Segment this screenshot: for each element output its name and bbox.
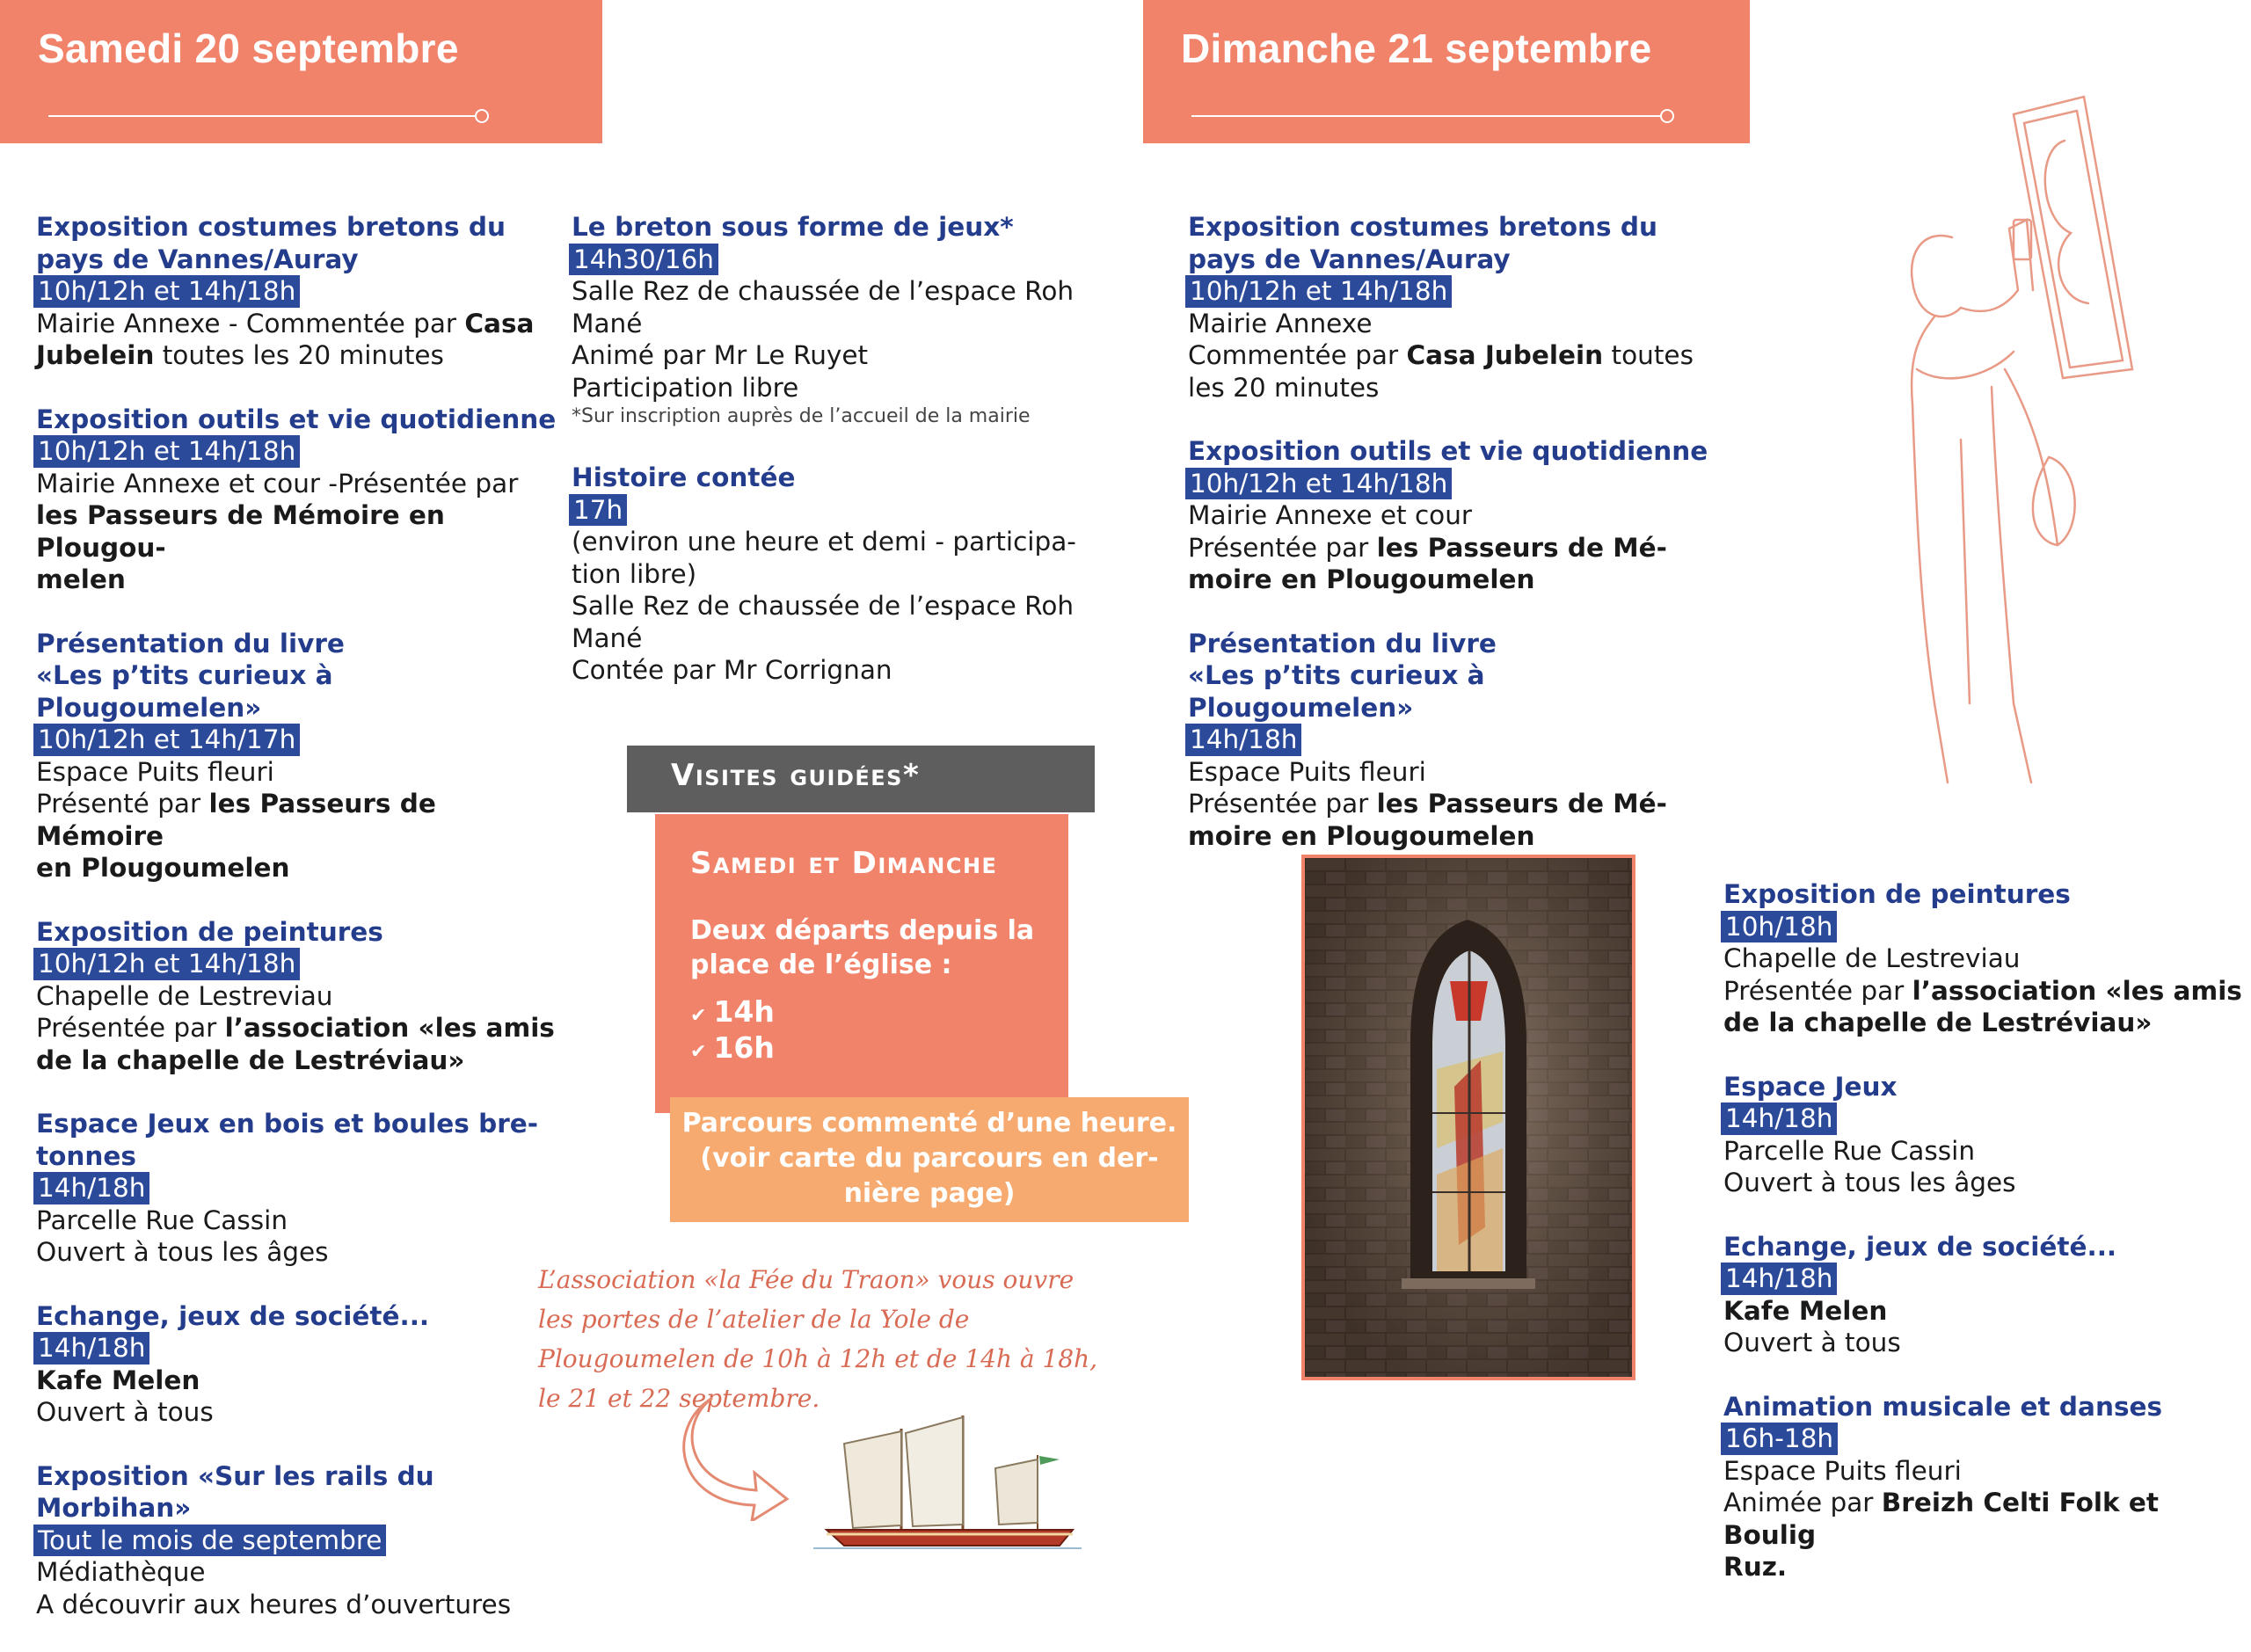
stained-glass-photo bbox=[1301, 855, 1635, 1380]
event-title: Exposition costumes bretons du bbox=[1188, 212, 1657, 242]
event-detail bbox=[1723, 1487, 2251, 1551]
event-detail bbox=[572, 339, 1099, 372]
event-detail bbox=[36, 1556, 564, 1589]
event-block bbox=[1723, 878, 2251, 1039]
event-detail-text: toutes bbox=[1603, 340, 1694, 370]
event-detail bbox=[1188, 788, 1716, 820]
event-detail bbox=[1188, 339, 1716, 372]
event-detail bbox=[36, 1012, 564, 1044]
event-detail-bold: Jubelein bbox=[36, 340, 155, 370]
visites-guidees-title: Visites guidées* bbox=[671, 758, 921, 793]
event-time: 14h/18h bbox=[33, 1332, 149, 1365]
visites-guidees-box bbox=[655, 814, 1068, 1113]
check-icon: ✔ bbox=[690, 1005, 707, 1027]
event-detail bbox=[572, 308, 1099, 340]
event-detail bbox=[1723, 1135, 2251, 1168]
event-detail-bold: les Passeurs de Mémoire en Plougou- bbox=[36, 500, 445, 563]
event-title: Animation musicale et danses bbox=[1723, 1391, 2163, 1422]
event-time: 14h/18h bbox=[1721, 1263, 1837, 1295]
visites-hour-item bbox=[690, 1030, 775, 1065]
event-detail-text: Parcelle Rue Cassin bbox=[36, 1204, 288, 1235]
header-sunday bbox=[1143, 0, 1750, 143]
header-rule bbox=[1191, 115, 1663, 117]
event-detail-text: Mané bbox=[572, 308, 643, 338]
event-detail-text: Présentée par bbox=[1188, 789, 1377, 819]
event-detail-text: Contée par Mr Corrignan bbox=[572, 655, 892, 685]
event-time: 10h/12h et 14h/18h bbox=[33, 948, 300, 980]
parcours-text: Parcours commenté d’une heure. (voir carte du parcours en der- nière page) bbox=[681, 1108, 1177, 1209]
event-block bbox=[36, 628, 564, 884]
event-detail bbox=[1723, 1327, 2251, 1359]
event-detail-text: Commentée par bbox=[1188, 340, 1407, 370]
event-detail bbox=[1188, 308, 1716, 340]
event-detail bbox=[36, 788, 564, 852]
visites-guidees-header bbox=[627, 746, 1095, 812]
event-detail-text: Mané bbox=[572, 622, 643, 653]
header-dot bbox=[1660, 109, 1674, 123]
event-detail bbox=[36, 1365, 564, 1397]
event-detail-text: Mairie Annexe et cour -Présentée par bbox=[36, 468, 519, 499]
event-title: pays de Vannes/Auray bbox=[36, 244, 359, 274]
event-time: 10h/12h et 14h/18h bbox=[33, 275, 300, 308]
event-title: Echange, jeux de société... bbox=[36, 1300, 430, 1331]
event-detail bbox=[36, 339, 564, 372]
event-title: Espace Jeux en bois et boules bre- bbox=[36, 1109, 539, 1139]
event-detail-text: Salle Rez de chaussée de l’espace Roh bbox=[572, 276, 1075, 306]
event-detail bbox=[1188, 372, 1716, 404]
event-detail bbox=[36, 308, 564, 340]
event-time: 10h/12h et 14h/18h bbox=[1185, 275, 1452, 308]
event-detail-text: toutes les 20 minutes bbox=[154, 340, 444, 370]
fee-du-traon-text: L’association «la Fée du Traon» vous ouvre les portes de l’atelier de la Yole de Plougoumelen de 10h à 12h et de 14h à 18h, le 21 et 22 septembre. bbox=[538, 1265, 1098, 1413]
event-detail-bold: Casa bbox=[464, 308, 535, 338]
event-detail bbox=[1723, 1007, 2251, 1039]
event-detail-bold: les Passeurs de Mémoire bbox=[36, 789, 436, 851]
event-block bbox=[36, 1300, 564, 1429]
event-detail-bold: de la chapelle de Lestréviau» bbox=[1723, 1008, 2153, 1037]
event-detail-text: Présentée par bbox=[1188, 532, 1377, 563]
event-detail bbox=[1723, 975, 2251, 1008]
event-detail-bold: les Passeurs de Mé- bbox=[1376, 532, 1667, 563]
event-detail-bold: Ruz. bbox=[1723, 1552, 1788, 1582]
boat-illustration bbox=[809, 1407, 1099, 1552]
event-detail-text: Mairie Annexe - Commentée par bbox=[36, 308, 465, 338]
curved-arrow-icon bbox=[677, 1389, 800, 1521]
event-detail bbox=[572, 590, 1099, 622]
event-detail-bold: Breizh Celti Folk et Boulig bbox=[1723, 1488, 2159, 1550]
event-title: Morbihan» bbox=[36, 1493, 192, 1523]
event-detail-bold: Kafe Melen bbox=[36, 1365, 200, 1395]
event-detail bbox=[1723, 1551, 2251, 1583]
event-title: Exposition outils et vie quotidienne bbox=[36, 404, 557, 434]
header-saturday bbox=[0, 0, 602, 143]
event-detail-bold: melen bbox=[36, 564, 126, 594]
event-detail bbox=[36, 564, 564, 596]
event-time: 17h bbox=[569, 494, 627, 527]
event-detail-text: Mairie Annexe bbox=[1188, 308, 1373, 338]
event-detail-bold: les Passeurs de Mé- bbox=[1376, 789, 1667, 819]
visites-days: Samedi et Dimanche bbox=[690, 846, 998, 881]
event-time: 16h-18h bbox=[1721, 1423, 1838, 1455]
event-block bbox=[36, 1460, 564, 1621]
event-time: Tout le mois de septembre bbox=[33, 1525, 386, 1557]
event-time: 10h/12h et 14h/18h bbox=[1185, 468, 1452, 500]
event-block bbox=[1723, 1231, 2251, 1359]
person-photographing-illustration bbox=[1838, 88, 2172, 791]
event-title: Exposition «Sur les rails du bbox=[36, 1460, 434, 1491]
event-detail-text: A découvrir aux heures d’ouvertures bbox=[36, 1589, 512, 1619]
event-detail bbox=[36, 1044, 564, 1077]
event-detail bbox=[572, 526, 1099, 558]
event-detail-text: Chapelle de Lestreviau bbox=[1723, 943, 2021, 973]
event-detail bbox=[36, 852, 564, 884]
event-detail bbox=[572, 558, 1099, 591]
event-detail-text: Parcelle Rue Cassin bbox=[1723, 1135, 1976, 1166]
event-detail-text: Espace Puits fleuri bbox=[1723, 1455, 1962, 1486]
event-time: 14h/18h bbox=[1185, 724, 1301, 756]
event-detail-text: Présenté par bbox=[36, 789, 209, 819]
event-block bbox=[36, 916, 564, 1077]
saturday-column-1 bbox=[36, 211, 564, 1652]
event-detail-text: Mairie Annexe et cour bbox=[1188, 500, 1473, 530]
event-block bbox=[1188, 628, 1716, 853]
event-detail bbox=[1723, 1455, 2251, 1488]
event-block bbox=[1188, 435, 1716, 596]
saturday-title: Samedi 20 septembre bbox=[38, 25, 459, 71]
visites-hour: 16h bbox=[713, 1030, 775, 1065]
event-detail bbox=[1723, 1167, 2251, 1199]
event-detail-bold: de la chapelle de Lestréviau» bbox=[36, 1044, 465, 1075]
event-detail-text: tion libre) bbox=[572, 558, 697, 589]
event-block bbox=[36, 404, 564, 596]
event-title: Echange, jeux de société... bbox=[1723, 1231, 2117, 1262]
event-title: Exposition de peintures bbox=[36, 916, 383, 947]
header-dot bbox=[475, 109, 489, 123]
event-note: *Sur inscription auprès de l’accueil de la mairie bbox=[572, 405, 1031, 427]
event-detail-text: Ouvert à tous bbox=[36, 1397, 214, 1427]
event-detail bbox=[36, 1396, 564, 1429]
event-detail bbox=[36, 1236, 564, 1269]
event-detail-text: Chapelle de Lestreviau bbox=[36, 980, 333, 1011]
sunday-column-2 bbox=[1723, 878, 2251, 1615]
event-detail bbox=[572, 622, 1099, 655]
sunday-column-1 bbox=[1188, 211, 1716, 884]
event-title: tonnes bbox=[36, 1140, 136, 1171]
event-title: Histoire contée bbox=[572, 462, 796, 492]
event-detail-text: Salle Rez de chaussée de l’espace Roh bbox=[572, 591, 1075, 621]
header-rule bbox=[48, 115, 477, 117]
event-detail-bold: Kafe Melen bbox=[1723, 1295, 1888, 1326]
stained-glass-window bbox=[1305, 858, 1632, 1377]
event-title: Exposition costumes bretons du bbox=[36, 212, 506, 242]
event-detail-bold: Casa Jubelein bbox=[1406, 340, 1604, 370]
event-title: Présentation du livre bbox=[1188, 628, 1497, 659]
event-title: pays de Vannes/Auray bbox=[1188, 244, 1511, 274]
event-detail bbox=[1723, 1295, 2251, 1328]
event-detail bbox=[36, 756, 564, 789]
event-detail bbox=[1188, 756, 1716, 789]
event-block bbox=[572, 462, 1099, 687]
event-time: 14h/18h bbox=[33, 1172, 149, 1204]
visites-departs: Deux départs depuis la place de l’église : bbox=[690, 915, 1035, 980]
event-detail-text: Espace Puits fleuri bbox=[1188, 756, 1426, 787]
event-detail-text: Animée par bbox=[1723, 1488, 1882, 1517]
event-detail bbox=[572, 275, 1099, 308]
event-detail-text: les 20 minutes bbox=[1188, 372, 1380, 403]
event-detail bbox=[572, 372, 1099, 404]
event-detail bbox=[1188, 820, 1716, 853]
event-detail-text: Animé par Mr Le Ruyet bbox=[572, 340, 869, 370]
event-detail bbox=[36, 468, 564, 500]
event-title: «Les p’tits curieux à Plougoumelen» bbox=[1188, 660, 1485, 723]
event-detail-text: Ouvert à tous les âges bbox=[36, 1237, 329, 1267]
event-detail bbox=[36, 1204, 564, 1237]
event-detail bbox=[1188, 564, 1716, 596]
event-detail bbox=[1188, 499, 1716, 532]
event-detail-text: Ouvert à tous bbox=[1723, 1328, 1901, 1357]
event-time: 10h/12h et 14h/18h bbox=[33, 435, 300, 468]
event-title: «Les p’tits curieux à Plougoumelen» bbox=[36, 660, 333, 723]
event-detail-bold: moire en Plougoumelen bbox=[1188, 564, 1535, 594]
event-time: 10h/18h bbox=[1721, 911, 1837, 943]
event-detail-bold: en Plougoumelen bbox=[36, 853, 290, 883]
sunday-title: Dimanche 21 septembre bbox=[1181, 25, 1652, 71]
visites-hour: 14h bbox=[713, 994, 775, 1029]
event-detail-text: Présentée par bbox=[1723, 975, 1912, 1006]
event-title: Présentation du livre bbox=[36, 628, 345, 659]
event-time: 14h30/16h bbox=[569, 244, 718, 276]
event-detail-bold: moire en Plougoumelen bbox=[1188, 820, 1535, 851]
event-detail-text: (environ une heure et demi - participa- bbox=[572, 527, 1076, 557]
event-detail bbox=[36, 1589, 564, 1621]
event-time: 10h/12h et 14h/17h bbox=[33, 724, 300, 756]
event-detail bbox=[1188, 532, 1716, 564]
event-detail-text: Ouvert à tous les âges bbox=[1723, 1168, 2016, 1197]
event-block bbox=[36, 1108, 564, 1269]
event-block bbox=[1723, 1391, 2251, 1583]
event-detail-bold: l’association «les amis bbox=[224, 1013, 555, 1043]
event-detail bbox=[36, 980, 564, 1013]
event-detail-bold: l’association «les amis bbox=[1912, 975, 2242, 1006]
check-icon: ✔ bbox=[690, 1041, 707, 1063]
event-detail bbox=[36, 499, 564, 564]
event-detail-text: Présentée par bbox=[36, 1013, 225, 1043]
event-block bbox=[572, 211, 1099, 430]
event-detail-text: Médiathèque bbox=[36, 1557, 206, 1587]
visites-hour-item bbox=[690, 994, 775, 1029]
event-block bbox=[36, 211, 564, 372]
event-detail-text: Participation libre bbox=[572, 372, 799, 403]
event-detail bbox=[572, 654, 1099, 687]
event-block bbox=[1723, 1071, 2251, 1199]
event-title: Exposition de peintures bbox=[1723, 879, 2071, 909]
event-title: Le breton sous forme de jeux* bbox=[572, 212, 1014, 242]
saturday-column-2 bbox=[572, 211, 1099, 718]
event-title: Espace Jeux bbox=[1723, 1071, 1898, 1102]
event-detail-text: Espace Puits fleuri bbox=[36, 756, 274, 787]
event-detail bbox=[1723, 942, 2251, 975]
event-block bbox=[1188, 211, 1716, 404]
event-time: 14h/18h bbox=[1721, 1103, 1837, 1135]
event-title: Exposition outils et vie quotidienne bbox=[1188, 436, 1708, 466]
parcours-box bbox=[670, 1097, 1189, 1222]
